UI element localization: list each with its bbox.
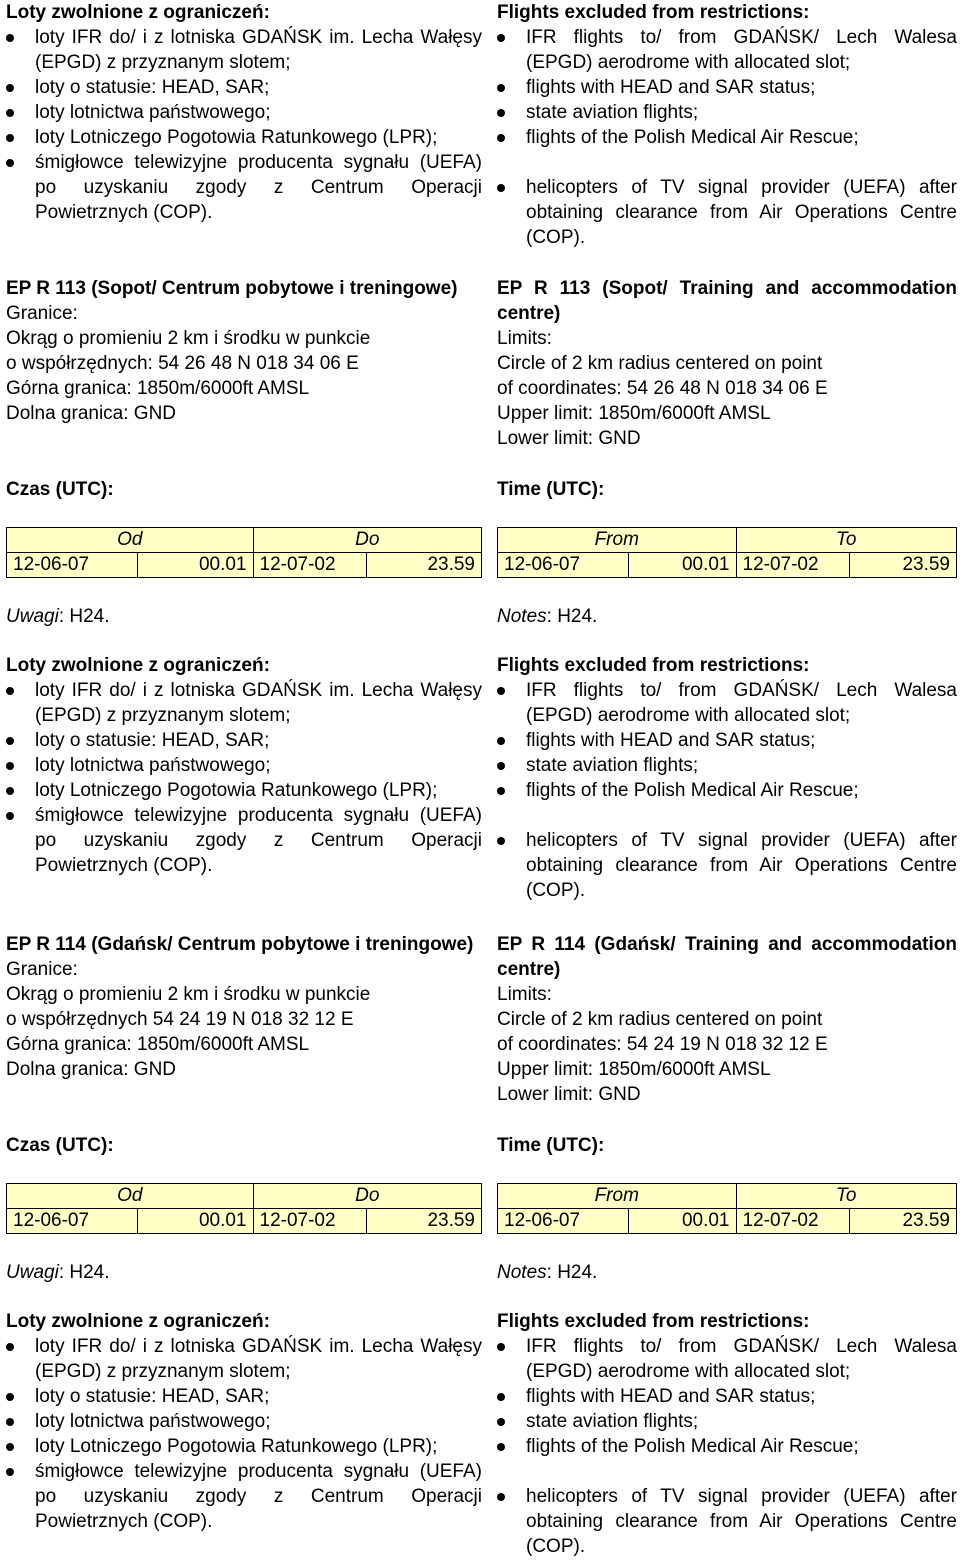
excluded-title: Loty zwolnione z ograniczeń: <box>6 2 270 23</box>
excluded-title: Flights excluded from restrictions: <box>497 1311 810 1332</box>
list-item: helicopters of TV signal provider (UEFA) after obtaining clearance from Air Operations Centre (COP). <box>497 828 957 903</box>
limits-label: Granice: <box>6 959 78 980</box>
zone-title: EP R 114 (Gdańsk/ Centrum pobytowe i treningowe) <box>6 934 474 955</box>
list-item: loty Lotniczego Pogotowia Ratunkowego (LPR); <box>6 125 482 150</box>
table-header-row <box>498 1184 957 1209</box>
limits-label: Limits: <box>497 984 552 1005</box>
table-row <box>498 553 957 578</box>
notes-value: : H24. <box>58 1262 110 1283</box>
coordinates: of coordinates: 54 26 48 N 018 34 06 E <box>497 378 828 399</box>
list-item: loty IFR do/ i z lotniska GDAŃSK im. Lecha Wałęsy (EPGD) z przyznanym slotem; <box>6 678 482 728</box>
column-from: Od <box>7 528 254 553</box>
zone-title: EP R 114 (Gdańsk/ Training and accommodation centre) <box>497 934 957 980</box>
list-item: state aviation flights; <box>497 753 957 778</box>
notes-line <box>497 1260 957 1285</box>
from-date: 12-06-07 <box>498 1209 629 1234</box>
circle-description: Okrąg o promieniu 2 km i środku w punkcie <box>6 328 371 349</box>
table-header-row <box>7 528 482 553</box>
column-from: From <box>498 1184 737 1209</box>
excluded-section-en-1 <box>497 0 957 250</box>
lower-limit: Dolna granica: GND <box>6 403 177 424</box>
zone-section-pl-114 <box>6 932 482 1082</box>
list-item: śmigłowce telewizyjne producenta sygnału (UEFA) po uzyskaniu zgody z Centrum Operacji Powietrznych (COP). <box>6 803 482 878</box>
excluded-section-en-3 <box>497 1309 957 1559</box>
excluded-title: Flights excluded from restrictions: <box>497 2 810 23</box>
list-item: loty IFR do/ i z lotniska GDAŃSK im. Lecha Wałęsy (EPGD) z przyznanym slotem; <box>6 25 482 75</box>
time-label: Time (UTC): <box>497 1135 605 1156</box>
table-row <box>7 1209 482 1234</box>
from-time: 00.01 <box>629 1209 737 1234</box>
excluded-title: Loty zwolnione z ograniczeń: <box>6 655 270 676</box>
from-time: 00.01 <box>629 553 737 578</box>
excluded-list <box>6 678 482 878</box>
upper-limit: Górna granica: 1850m/6000ft AMSL <box>6 378 310 399</box>
circle-description: Circle of 2 km radius centered on point <box>497 1009 823 1030</box>
to-time: 23.59 <box>849 1209 957 1234</box>
limits-label: Granice: <box>6 303 78 324</box>
list-item: flights with HEAD and SAR status; <box>497 1384 957 1409</box>
to-time: 23.59 <box>366 553 482 578</box>
column-to: Do <box>253 1184 482 1209</box>
list-item: śmigłowce telewizyjne producenta sygnału (UEFA) po uzyskaniu zgody z Centrum Operacji Powietrznych (COP). <box>6 1459 482 1534</box>
upper-limit: Upper limit: 1850m/6000ft AMSL <box>497 1059 771 1080</box>
column-from: From <box>498 528 737 553</box>
list-item: loty lotnictwa państwowego; <box>6 100 482 125</box>
notes-label: Notes <box>497 606 547 627</box>
list-item: flights of the Polish Medical Air Rescue; <box>497 1434 957 1459</box>
from-date: 12-06-07 <box>7 553 138 578</box>
time-table <box>6 527 482 578</box>
list-item: loty lotnictwa państwowego; <box>6 1409 482 1434</box>
table-row <box>7 553 482 578</box>
excluded-list <box>6 1334 482 1534</box>
time-label: Time (UTC): <box>497 479 605 500</box>
list-item: helicopters of TV signal provider (UEFA) after obtaining clearance from Air Operations Centre (COP). <box>497 175 957 250</box>
zone-section-pl-113 <box>6 276 482 426</box>
to-date: 12-07-02 <box>253 1209 366 1234</box>
list-item: loty o statusie: HEAD, SAR; <box>6 1384 482 1409</box>
excluded-section-pl-3 <box>6 1309 482 1534</box>
column-from: Od <box>7 1184 254 1209</box>
to-time: 23.59 <box>366 1209 482 1234</box>
table-header-row <box>498 528 957 553</box>
notes-label: Uwagi <box>6 606 59 627</box>
notes-value: : H24. <box>546 606 598 627</box>
column-to: To <box>736 528 957 553</box>
time-label: Czas (UTC): <box>6 1135 114 1156</box>
circle-description: Circle of 2 km radius centered on point <box>497 353 823 374</box>
notes-line <box>6 604 482 629</box>
from-time: 00.01 <box>138 1209 254 1234</box>
lower-limit: Lower limit: GND <box>497 428 641 449</box>
table-header-row <box>7 1184 482 1209</box>
list-item: loty Lotniczego Pogotowia Ratunkowego (LPR); <box>6 778 482 803</box>
notes-value: : H24. <box>58 606 110 627</box>
time-table <box>6 1183 482 1234</box>
excluded-section-pl-1 <box>6 0 482 225</box>
to-date: 12-07-02 <box>736 553 849 578</box>
excluded-title: Loty zwolnione z ograniczeń: <box>6 1311 270 1332</box>
lower-limit: Dolna granica: GND <box>6 1059 177 1080</box>
excluded-section-pl-2 <box>6 653 482 878</box>
list-item: helicopters of TV signal provider (UEFA) after obtaining clearance from Air Operations Centre (COP). <box>497 1484 957 1559</box>
notes-value: : H24. <box>546 1262 598 1283</box>
notes-line <box>6 1260 482 1285</box>
from-date: 12-06-07 <box>7 1209 138 1234</box>
notes-label: Notes <box>497 1262 547 1283</box>
list-item: flights of the Polish Medical Air Rescue; <box>497 778 957 803</box>
column-to: To <box>736 1184 957 1209</box>
to-date: 12-07-02 <box>253 553 366 578</box>
list-item: loty IFR do/ i z lotniska GDAŃSK im. Lecha Wałęsy (EPGD) z przyznanym slotem; <box>6 1334 482 1384</box>
excluded-section-en-2 <box>497 653 957 903</box>
lower-limit: Lower limit: GND <box>497 1084 641 1105</box>
circle-description: Okrąg o promieniu 2 km i środku w punkcie <box>6 984 371 1005</box>
excluded-list <box>497 25 957 250</box>
list-item: flights of the Polish Medical Air Rescue; <box>497 125 957 150</box>
upper-limit: Górna granica: 1850m/6000ft AMSL <box>6 1034 310 1055</box>
list-item: loty Lotniczego Pogotowia Ratunkowego (LPR); <box>6 1434 482 1459</box>
from-date: 12-06-07 <box>498 553 629 578</box>
list-item: state aviation flights; <box>497 1409 957 1434</box>
list-item: IFR flights to/ from GDAŃSK/ Lech Walesa (EPGD) aerodrome with allocated slot; <box>497 1334 957 1384</box>
excluded-list <box>497 678 957 903</box>
zone-title: EP R 113 (Sopot/ Centrum pobytowe i treningowe) <box>6 278 458 299</box>
list-item: loty o statusie: HEAD, SAR; <box>6 728 482 753</box>
upper-limit: Upper limit: 1850m/6000ft AMSL <box>497 403 771 424</box>
excluded-list <box>497 1334 957 1559</box>
excluded-title: Flights excluded from restrictions: <box>497 655 810 676</box>
list-item: state aviation flights; <box>497 100 957 125</box>
time-label: Czas (UTC): <box>6 479 114 500</box>
zone-section-en-113 <box>497 276 957 451</box>
excluded-list <box>6 25 482 225</box>
zone-title: EP R 113 (Sopot/ Training and accommodation centre) <box>497 278 957 324</box>
limits-label: Limits: <box>497 328 552 349</box>
table-row <box>498 1209 957 1234</box>
list-item: loty lotnictwa państwowego; <box>6 753 482 778</box>
from-time: 00.01 <box>138 553 254 578</box>
list-item: IFR flights to/ from GDAŃSK/ Lech Walesa (EPGD) aerodrome with allocated slot; <box>497 25 957 75</box>
column-to: Do <box>253 528 482 553</box>
list-item: śmigłowce telewizyjne producenta sygnału (UEFA) po uzyskaniu zgody z Centrum Operacji Powietrznych (COP). <box>6 150 482 225</box>
list-item: loty o statusie: HEAD, SAR; <box>6 75 482 100</box>
time-table <box>497 1183 957 1234</box>
coordinates: o współrzędnych: 54 26 48 N 018 34 06 E <box>6 353 359 374</box>
to-date: 12-07-02 <box>736 1209 849 1234</box>
time-table <box>497 527 957 578</box>
list-item: IFR flights to/ from GDAŃSK/ Lech Walesa (EPGD) aerodrome with allocated slot; <box>497 678 957 728</box>
coordinates: o współrzędnych 54 24 19 N 018 32 12 E <box>6 1009 354 1030</box>
zone-section-en-114 <box>497 932 957 1107</box>
notes-label: Uwagi <box>6 1262 59 1283</box>
list-item: flights with HEAD and SAR status; <box>497 75 957 100</box>
coordinates: of coordinates: 54 24 19 N 018 32 12 E <box>497 1034 828 1055</box>
list-item: flights with HEAD and SAR status; <box>497 728 957 753</box>
to-time: 23.59 <box>849 553 957 578</box>
notes-line <box>497 604 957 629</box>
